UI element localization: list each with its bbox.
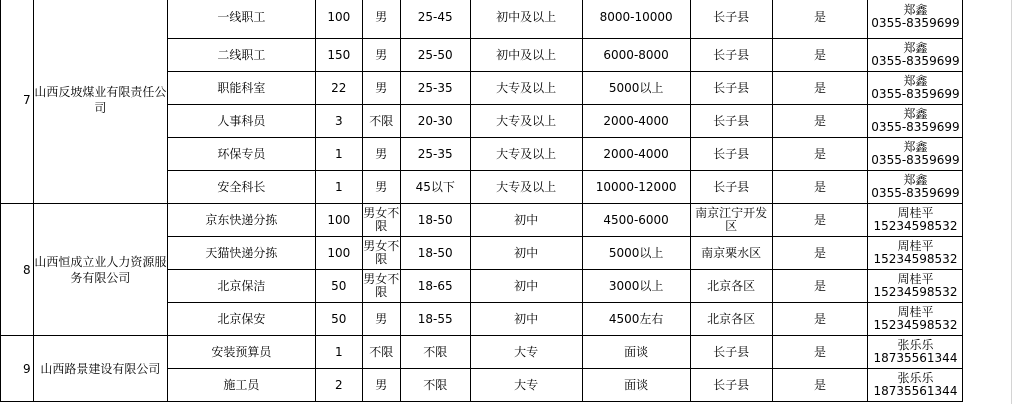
- position-cell: 北京保洁: [167, 270, 315, 303]
- position-cell: 京东快递分拣: [167, 204, 315, 237]
- gender-cell: 男: [362, 369, 400, 402]
- housing-cell: 是: [772, 72, 868, 105]
- headcount-cell: 150: [315, 39, 362, 72]
- contact-phone: 15234598532: [873, 219, 958, 233]
- age-cell: 25-35: [400, 138, 470, 171]
- location-cell: 长子县: [690, 369, 772, 402]
- education-cell: 初中及以上: [470, 0, 582, 39]
- table-row: [1, 0, 1017, 39]
- gender-cell: 男: [362, 303, 400, 336]
- headcount-cell: 22: [315, 72, 362, 105]
- salary-cell: 4500-6000: [582, 204, 690, 237]
- contact-cell: [868, 204, 963, 237]
- headcount-cell: 2: [315, 369, 362, 402]
- position-cell: 施工员: [167, 369, 315, 402]
- age-cell: 18-50: [400, 204, 470, 237]
- age-cell: 18-65: [400, 270, 470, 303]
- contact-name: 郑鑫: [903, 173, 928, 187]
- gender-cell: 男女不限: [362, 204, 400, 237]
- headcount-cell: 50: [315, 303, 362, 336]
- contact-name: 张乐乐: [897, 371, 934, 385]
- gender-cell: 不限: [362, 105, 400, 138]
- contact-cell: [868, 237, 963, 270]
- age-cell: 不限: [400, 336, 470, 369]
- salary-cell: 10000-12000: [582, 171, 690, 204]
- contact-name: 周桂平: [897, 272, 934, 286]
- housing-cell: 是: [772, 303, 868, 336]
- education-cell: 初中: [470, 237, 582, 270]
- contact-phone: 15234598532: [873, 285, 958, 299]
- contact-name: 张乐乐: [897, 338, 934, 352]
- contact-name: 郑鑫: [903, 41, 928, 55]
- contact-name: 郑鑫: [903, 140, 928, 154]
- location-cell: 南京栗水区: [690, 237, 772, 270]
- table-row: [1, 204, 1017, 237]
- contact-cell: [868, 39, 963, 72]
- contact-name: 郑鑫: [903, 74, 928, 88]
- salary-cell: 5000以上: [582, 72, 690, 105]
- contact-cell: [868, 138, 963, 171]
- headcount-cell: 100: [315, 0, 362, 39]
- age-cell: 18-55: [400, 303, 470, 336]
- contact-cell: [868, 369, 963, 402]
- contact-phone: 18735561344: [873, 384, 958, 398]
- education-cell: 大专及以上: [470, 105, 582, 138]
- education-cell: 大专: [470, 336, 582, 369]
- education-cell: 初中及以上: [470, 39, 582, 72]
- housing-cell: 是: [772, 270, 868, 303]
- location-cell: 南京江宁开发区: [690, 204, 772, 237]
- salary-cell: 2000-4000: [582, 138, 690, 171]
- salary-cell: 4500左右: [582, 303, 690, 336]
- education-cell: 大专及以上: [470, 138, 582, 171]
- headcount-cell: 50: [315, 270, 362, 303]
- contact-phone: 18735561344: [873, 351, 958, 365]
- location-cell: 长子县: [690, 171, 772, 204]
- age-cell: 25-45: [400, 0, 470, 39]
- age-cell: 18-50: [400, 237, 470, 270]
- contact-name: 周桂平: [897, 206, 934, 220]
- education-cell: 大专: [470, 369, 582, 402]
- age-cell: 25-35: [400, 72, 470, 105]
- gender-cell: 男: [362, 138, 400, 171]
- gender-cell: 男: [362, 72, 400, 105]
- headcount-cell: 100: [315, 237, 362, 270]
- gender-cell: 男女不限: [362, 237, 400, 270]
- contact-cell: [868, 105, 963, 138]
- education-cell: 初中: [470, 270, 582, 303]
- gender-cell: 男: [362, 39, 400, 72]
- position-cell: 二线职工: [167, 39, 315, 72]
- housing-cell: 是: [772, 171, 868, 204]
- headcount-cell: 3: [315, 105, 362, 138]
- row-number: 7: [1, 0, 34, 204]
- contact-phone: 0355-8359699: [871, 16, 960, 30]
- position-cell: 安装预算员: [167, 336, 315, 369]
- contact-name: 周桂平: [897, 239, 934, 253]
- location-cell: 长子县: [690, 39, 772, 72]
- contact-phone: 0355-8359699: [871, 54, 960, 68]
- headcount-cell: 1: [315, 138, 362, 171]
- contact-cell: [868, 303, 963, 336]
- location-cell: 北京各区: [690, 303, 772, 336]
- salary-cell: 面谈: [582, 336, 690, 369]
- housing-cell: 是: [772, 204, 868, 237]
- location-cell: 长子县: [690, 105, 772, 138]
- contact-cell: [868, 336, 963, 369]
- contact-cell: [868, 171, 963, 204]
- position-cell: 人事科员: [167, 105, 315, 138]
- contact-cell: [868, 270, 963, 303]
- gender-cell: 男女不限: [362, 270, 400, 303]
- housing-cell: 是: [772, 0, 868, 39]
- contact-phone: 0355-8359699: [871, 120, 960, 134]
- gender-cell: 男: [362, 0, 400, 39]
- position-cell: 安全科长: [167, 171, 315, 204]
- contact-name: 郑鑫: [903, 3, 928, 17]
- housing-cell: 是: [772, 138, 868, 171]
- salary-cell: 8000-10000: [582, 0, 690, 39]
- company-name: 山西路景建设有限公司: [33, 336, 167, 402]
- headcount-cell: 1: [315, 171, 362, 204]
- location-cell: 长子县: [690, 336, 772, 369]
- location-cell: 北京各区: [690, 270, 772, 303]
- row-number: 9: [1, 336, 34, 402]
- salary-cell: 2000-4000: [582, 105, 690, 138]
- gender-cell: 不限: [362, 336, 400, 369]
- gender-cell: 男: [362, 171, 400, 204]
- position-cell: 职能科室: [167, 72, 315, 105]
- headcount-cell: 1: [315, 336, 362, 369]
- company-name: 山西恒成立业人力资源服务有限公司: [33, 204, 167, 336]
- contact-phone: 0355-8359699: [871, 87, 960, 101]
- row-number: 8: [1, 204, 34, 336]
- position-cell: 一线职工: [167, 0, 315, 39]
- salary-cell: 3000以上: [582, 270, 690, 303]
- age-cell: 不限: [400, 369, 470, 402]
- education-cell: 初中: [470, 204, 582, 237]
- headcount-cell: 100: [315, 204, 362, 237]
- salary-cell: 6000-8000: [582, 39, 690, 72]
- education-cell: 大专及以上: [470, 171, 582, 204]
- location-cell: 长子县: [690, 72, 772, 105]
- age-cell: 25-50: [400, 39, 470, 72]
- housing-cell: 是: [772, 237, 868, 270]
- salary-cell: 面谈: [582, 369, 690, 402]
- contact-phone: 0355-8359699: [871, 153, 960, 167]
- contact-phone: 15234598532: [873, 252, 958, 266]
- position-cell: 天猫快递分拣: [167, 237, 315, 270]
- housing-cell: 是: [772, 105, 868, 138]
- position-cell: 北京保安: [167, 303, 315, 336]
- housing-cell: 是: [772, 369, 868, 402]
- contact-name: 郑鑫: [903, 107, 928, 121]
- education-cell: 初中: [470, 303, 582, 336]
- contact-phone: 0355-8359699: [871, 186, 960, 200]
- housing-cell: 是: [772, 336, 868, 369]
- position-cell: 环保专员: [167, 138, 315, 171]
- contact-cell: [868, 72, 963, 105]
- housing-cell: 是: [772, 39, 868, 72]
- salary-cell: 5000以上: [582, 237, 690, 270]
- contact-name: 周桂平: [897, 305, 934, 319]
- education-cell: 大专及以上: [470, 72, 582, 105]
- age-cell: 45以下: [400, 171, 470, 204]
- empty-column: [963, 0, 1017, 402]
- contact-phone: 15234598532: [873, 318, 958, 332]
- age-cell: 20-30: [400, 105, 470, 138]
- company-name: 山西反坡煤业有限责任公司: [33, 0, 167, 204]
- sheet-gridline: [1011, 0, 1012, 404]
- location-cell: 长子县: [690, 0, 772, 39]
- location-cell: 长子县: [690, 138, 772, 171]
- contact-cell: [868, 0, 963, 39]
- table-row: [1, 336, 1017, 369]
